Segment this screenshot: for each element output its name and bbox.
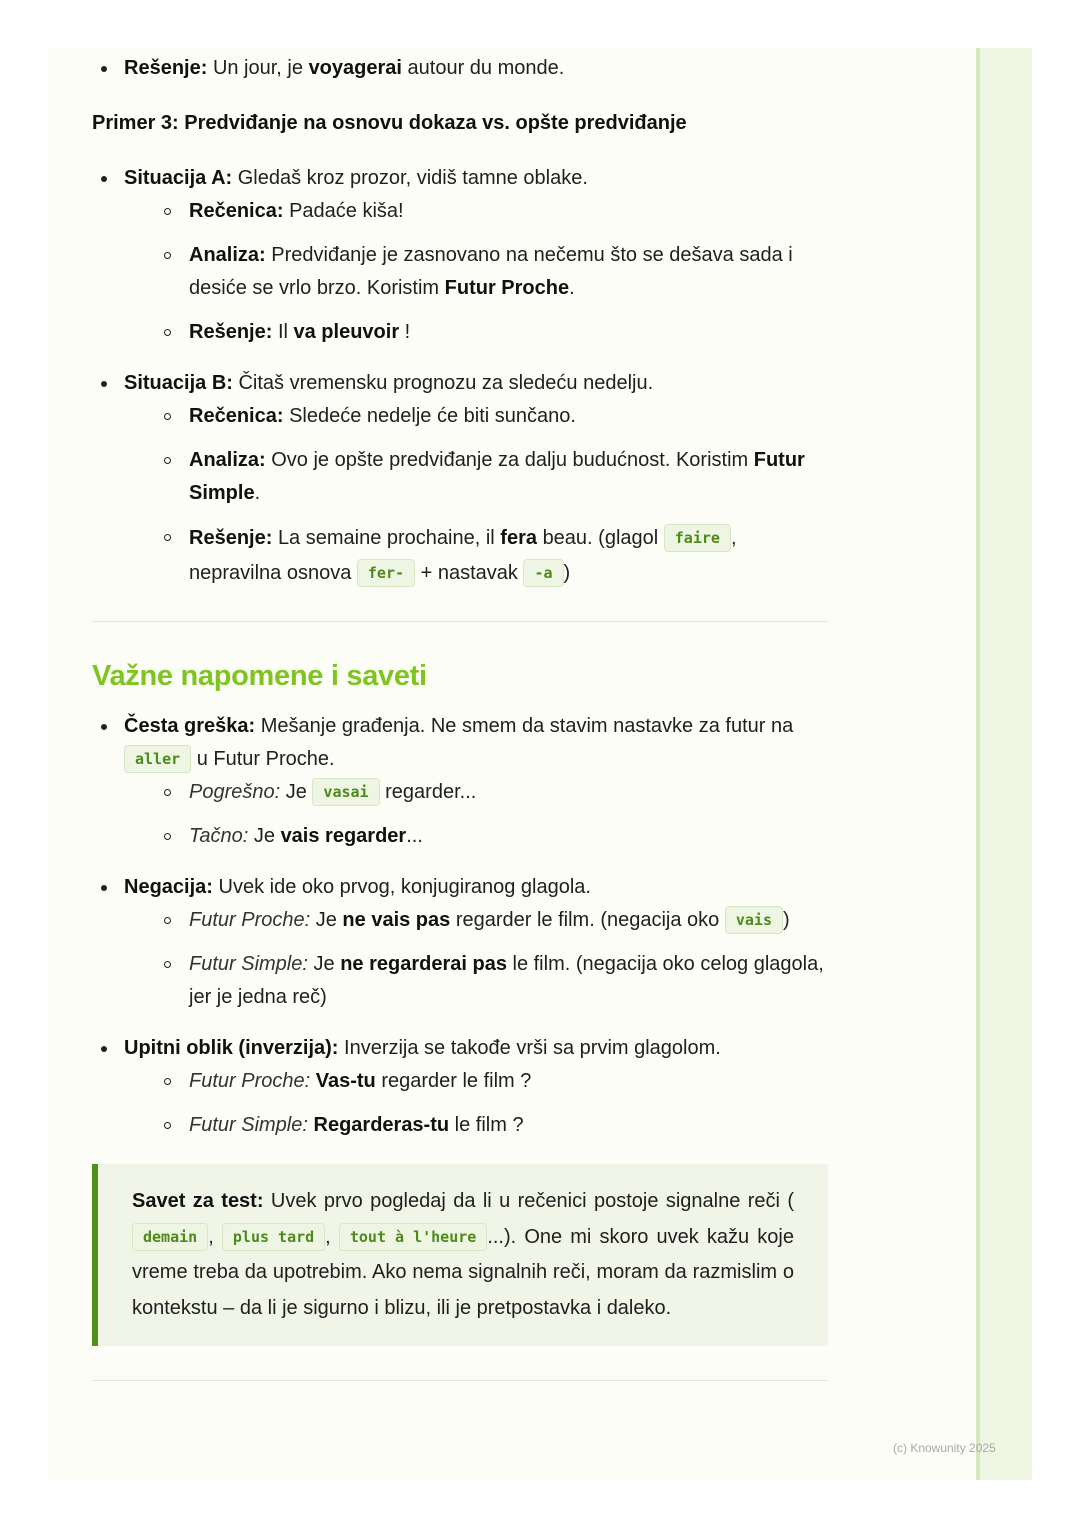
divider (92, 621, 828, 622)
list-item-resenje: Rešenje: Un jour, je voyagerai autour du monde. (92, 52, 828, 85)
code-demain: demain (132, 1223, 208, 1251)
code-vais: vais (725, 906, 783, 934)
list-item-situacija-b: Situacija B: Čitaš vremensku prognozu za sledeću nedelju. Rečenica: Sledeće nedelje će biti sunčano. Analiza: Ovo je opšte predviđanje za dalju budućnost. Koristim Futur Simple. Rešenje: La semaine prochaine, il fera beau. (glagol faire , nepravilna osnova fer- + nastavak -a ) (92, 367, 828, 591)
sub-item-tacno: Tačno: Je vais regarder... (124, 820, 828, 853)
code-vasai: vasai (312, 778, 379, 806)
list-item-situacija-a: Situacija A: Gledaš kroz prozor, vidiš tamne oblake. Rečenica: Padaće kiša! Analiza: Predviđanje je zasnovano na nečemu što se dešava sada i desiće se vrlo brzo. Koristim Futur Proche. Rešenje: Il va pleuvoir ! (92, 162, 828, 349)
sub-item-futur-proche: Futur Proche: Je ne vais pas regarder le film. (negacija oko vais ) (124, 904, 828, 937)
upitni-sublist (124, 1065, 828, 1142)
code-a: -a (523, 559, 563, 587)
divider-bottom (92, 1380, 828, 1381)
primer3-heading: Primer 3: Predviđanje na osnovu dokaza vs. opšte predviđanje (92, 112, 687, 134)
code-fer: fer- (357, 559, 415, 587)
document-content (92, 52, 828, 1381)
list-item-cesta-greska: Česta greška: Mešanje građenja. Ne smem da stavim nastavke za futur na aller u Futur Proche. Pogrešno: Je vasai regarder... Tačno: Je vais regarder... (92, 710, 828, 853)
negacija-sublist (124, 904, 828, 1014)
sub-item-analiza: Analiza: Ovo je opšte predviđanje za dalju budućnost. Koristim Futur Simple. (124, 444, 828, 510)
list-item-negacija: Negacija: Uvek ide oko prvog, konjugiranog glagola. Futur Proche: Je ne vais pas regarder le film. (negacija oko vais ) Futur Simple: Je ne regarderai pas le film. (negacija oko celog glagola, jer je jedna reč) (92, 871, 828, 1014)
situacija-b-sublist (124, 400, 828, 591)
tips-list (92, 710, 828, 1142)
sub-item-futur-proche: Futur Proche: Vas-tu regarder le film ? (124, 1065, 828, 1098)
sub-item-resenje: Rešenje: Il va pleuvoir ! (124, 316, 828, 349)
primer3-list (92, 162, 828, 591)
sub-item-analiza: Analiza: Predviđanje je zasnovano na nečemu što se dešava sada i desiće se vrlo brzo. Koristim Futur Proche. (124, 239, 828, 305)
sub-item-recenica: Rečenica: Padaće kiša! (124, 195, 828, 228)
sub-item-resenje: Rešenje: La semaine prochaine, il fera beau. (glagol faire , nepravilna osnova fer- + nastavak -a ) (124, 521, 828, 591)
code-aller: aller (124, 745, 191, 773)
copyright-footer: (c) Knowunity 2025 (893, 1441, 996, 1455)
code-tout-a-lheure: tout à l'heure (339, 1223, 487, 1251)
code-faire: faire (664, 524, 731, 552)
list-item-upitni-oblik: Upitni oblik (inverzija): Inverzija se takođe vrši sa prvim glagolom. Futur Proche: Vas-tu regarder le film ? Futur Simple: Regarderas-tu le film ? (92, 1032, 828, 1142)
sub-item-pogresno: Pogrešno: Je vasai regarder... (124, 776, 828, 809)
situacija-a-sublist (124, 195, 828, 349)
tip-callout: Savet za test: Uvek prvo pogledaj da li u rečenici postoje signalne reči (demain , plus tard , tout à l'heure ...). One mi skoro uvek kažu koje vreme treba da upotrebim. Ako nema signalnih reči, moram da razmislim o kontekstu – da li je sigurno i blizu, ili je pretpostavka i daleko. (92, 1164, 828, 1346)
sub-item-futur-simple: Futur Simple: Regarderas-tu le film ? (124, 1109, 828, 1142)
section-heading: Važne napomene i saveti (92, 660, 427, 692)
sub-item-futur-simple: Futur Simple: Je ne regarderai pas le film. (negacija oko celog glagola, jer je jedna reč) (124, 948, 828, 1014)
sub-item-recenica: Rečenica: Sledeće nedelje će biti sunčano. (124, 400, 828, 433)
top-list (92, 52, 828, 85)
side-panel (976, 48, 1032, 1480)
code-plus-tard: plus tard (222, 1223, 325, 1251)
greska-sublist (124, 776, 828, 853)
